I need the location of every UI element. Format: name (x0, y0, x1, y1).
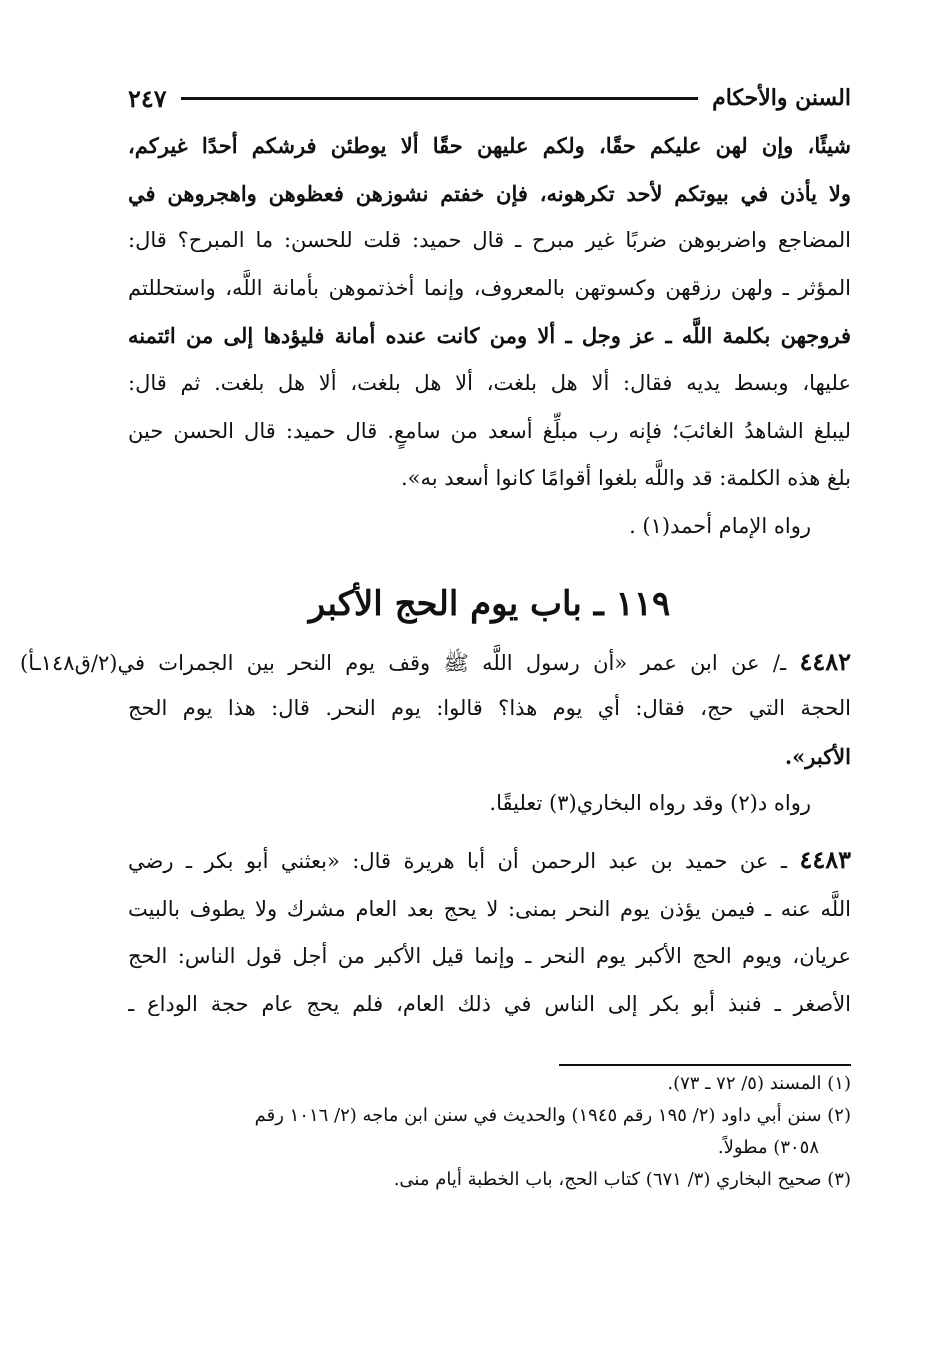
header-rule (181, 97, 698, 100)
footnote-2-line-2: ٣٠٥٨) مطولاً. (717, 1137, 819, 1158)
text-line-2: ولا يأذن في بيوتكم لأحد تكرهونه، فإن خفتم نشوزهن فعظوهن واهجروهن في (128, 180, 851, 206)
hadith-4482-text-1: ـ/ عن ابن عمر «أن رسول اللَّه ﷺ وقف يوم النحر بين الجمرات في(٢/ق١٤٨ـأ) (20, 651, 787, 675)
hadith-number: ٤٤٨٢ (799, 647, 851, 676)
footnote-rule (559, 1064, 851, 1066)
footnote-1: (١) المسند (٥/ ٧٢ ـ ٧٣). (667, 1073, 851, 1094)
page-number: ٢٤٧ (128, 83, 167, 113)
hadith-4483-line-2: اللَّه عنه ـ فيمن يؤذن يوم النحر بمنى: لا يحج بعد العام مشرك ولا يطوف بالبيت (128, 896, 851, 921)
text-line-7: ليبلغ الشاهدُ الغائبَ؛ فإنه رب مبلِّغ أسعد من سامعٍ. قال حميد: قال الحسن حين (128, 418, 851, 443)
hadith-4483-line-1 (128, 836, 851, 886)
hadith-4482-line-1 (20, 638, 851, 688)
text-line-8: بلغ هذه الكلمة: قد واللَّه بلغوا أقوامًا كانوا أسعد به». (400, 466, 851, 491)
hadith-continuation (128, 122, 851, 550)
footnotes (128, 1068, 851, 1196)
hadith-4482-line-2: الحجة التي حج، فقال: أي يوم هذا؟ قالوا: يوم النحر. قال: هذا يوم الحج (128, 696, 851, 720)
hadith-4483-line-3: عريان، ويوم الحج الأكبر يوم النحر ـ وإنما قيل الأكبر من أجل قول الناس: الحج (128, 944, 851, 969)
page-header (128, 78, 851, 118)
chapter-heading: ١١٩ ـ باب يوم الحج الأكبر (308, 584, 671, 624)
hadith-4482-narration: رواه د(٢) وقد رواه البخاري(٣) تعليقًا. (489, 791, 811, 816)
hadith-4483 (128, 836, 851, 1028)
text-line-6: عليها، وبسط يديه فقال: ألا هل بلغت، ألا هل بلغت، ألا هل بلغت. ثم قال: (128, 370, 851, 395)
text-line-1: شيئًا، وإن لهن عليكم حقًا، ولكم عليهن حقًا ألا يوطئن فرشكم أحدًا غيركم، (128, 133, 851, 158)
narration-line: رواه الإمام أحمد(١) . (629, 513, 811, 538)
footnote-2-line-1: (٢) سنن أبي داود (٢/ ١٩٥ رقم ١٩٤٥) والحديث في سنن ابن ماجه (٢/ ١٠١٦ رقم (254, 1105, 851, 1126)
text-line-5: فروجهن بكلمة اللَّه ـ عز وجل ـ ألا ومن كانت عنده أمانة فليؤدها إلى من ائتمنه (128, 323, 851, 349)
hadith-4482-cont (128, 685, 851, 828)
text-line-3: المضاجع واضربوهن ضربًا غير مبرح ـ قال حميد: قلت للحسن: ما المبرح؟ قال: (128, 228, 851, 253)
hadith-number: ٤٤٨٣ (799, 845, 851, 874)
hadith-4483-line-4: الأصغر ـ فنبذ أبو بكر إلى الناس في ذلك العام، فلم يحج عام حجة الوداع ـ (128, 991, 851, 1016)
text-line-4: المؤثر ـ ولهن رزقهن وكسوتهن بالمعروف، وإنما أخذتموهن بأمانة اللَّه، واستحللتم (128, 275, 851, 300)
hadith-4482 (20, 638, 851, 688)
footnote-3: (٣) صحيح البخاري (٣/ ٦٧١) كتاب الحج، باب الخطبة أيام منى. (393, 1169, 851, 1190)
hadith-4482-line-3: الأكبر». (784, 743, 851, 769)
hadith-4483-text-1: ـ عن حميد بن عبد الرحمن أن أبا هريرة قال: «بعثني أبو بكر ـ رضي (128, 849, 788, 873)
running-title: السنن والأحكام (712, 85, 851, 111)
